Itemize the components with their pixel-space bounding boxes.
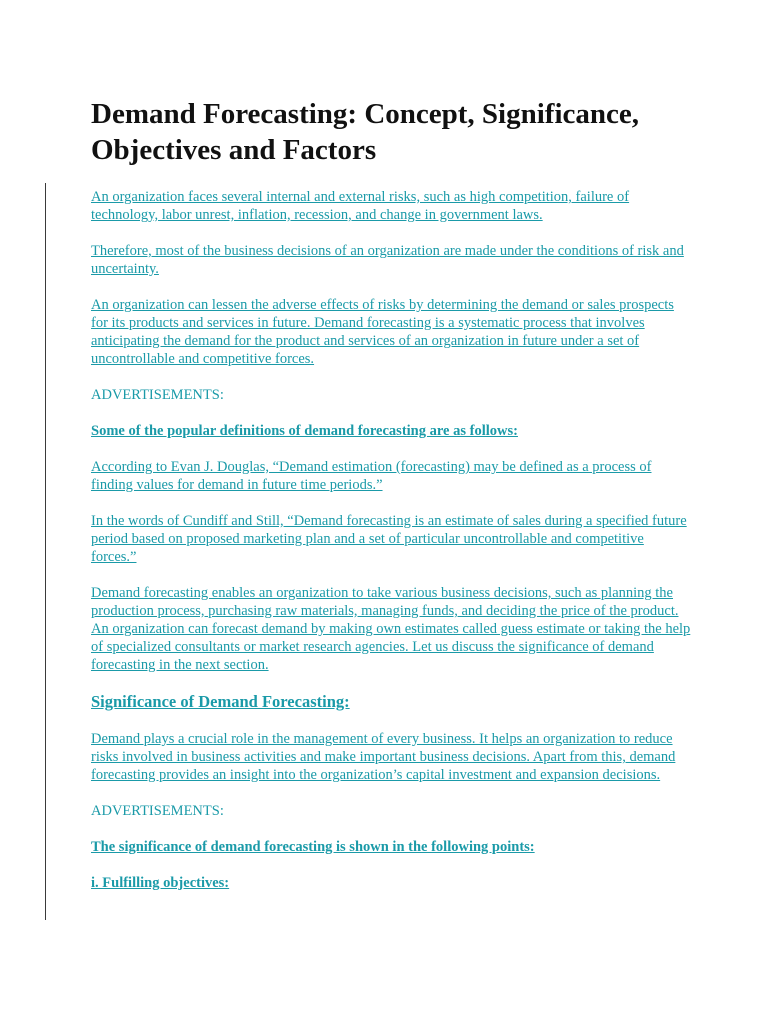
- definition-douglas[interactable]: According to Evan J. Douglas, “Demand estimation (forecasting) may be defined as a process of finding values for demand in future time periods.”: [91, 459, 652, 493]
- advertisement-label: ADVERTISEMENTS:: [91, 387, 224, 403]
- definitions-heading[interactable]: Some of the popular definitions of demand forecasting are as follows:: [91, 423, 518, 439]
- document-body: [91, 96, 691, 910]
- advertisement-label-2: ADVERTISEMENTS:: [91, 803, 224, 819]
- margin-line: [45, 183, 46, 920]
- paragraph-demand-role[interactable]: Demand plays a crucial role in the management of every business. It helps an organization to reduce risks involved in business activities and make important business decisions. Apart from this, demand forecasting provides an insight into the organization’s capital investment and expansion decisions.: [91, 731, 676, 783]
- section-heading-significance[interactable]: Significance of Demand Forecasting:: [91, 692, 350, 711]
- significance-points-heading[interactable]: The significance of demand forecasting is shown in the following points:: [91, 839, 535, 855]
- paragraph-risks[interactable]: An organization faces several internal and external risks, such as high competition, failure of technology, labor unrest, inflation, recession, and change in government laws.: [91, 189, 630, 223]
- point-fulfilling-objectives[interactable]: i. Fulfilling objectives:: [91, 875, 230, 891]
- page-title: Demand Forecasting: Concept, Significance, Objectives and Factors: [91, 98, 639, 166]
- paragraph-uncertainty[interactable]: Therefore, most of the business decisions of an organization are made under the conditions of risk and uncertainty.: [91, 243, 684, 277]
- paragraph-business-decisions[interactable]: Demand forecasting enables an organization to take various business decisions, such as planning the production process, purchasing raw materials, managing funds, and deciding the price of the product. An organization can forecast demand by making own estimates called guess estimate or taking the help of specialized consultants or market research agencies. Let us discuss the significance of demand forecasting in the next section.: [91, 585, 691, 673]
- definition-cundiff-still[interactable]: In the words of Cundiff and Still, “Demand forecasting is an estimate of sales during a specified future period based on proposed marketing plan and a set of particular uncontrollable and competitive forces.”: [91, 513, 687, 565]
- paragraph-lessen-risks[interactable]: An organization can lessen the adverse effects of risks by determining the demand or sales prospects for its products and services in future. Demand forecasting is a systematic process that involves anticipating the demand for the product and services of an organization in future under a set of uncontrollable and competitive forces.: [91, 297, 674, 367]
